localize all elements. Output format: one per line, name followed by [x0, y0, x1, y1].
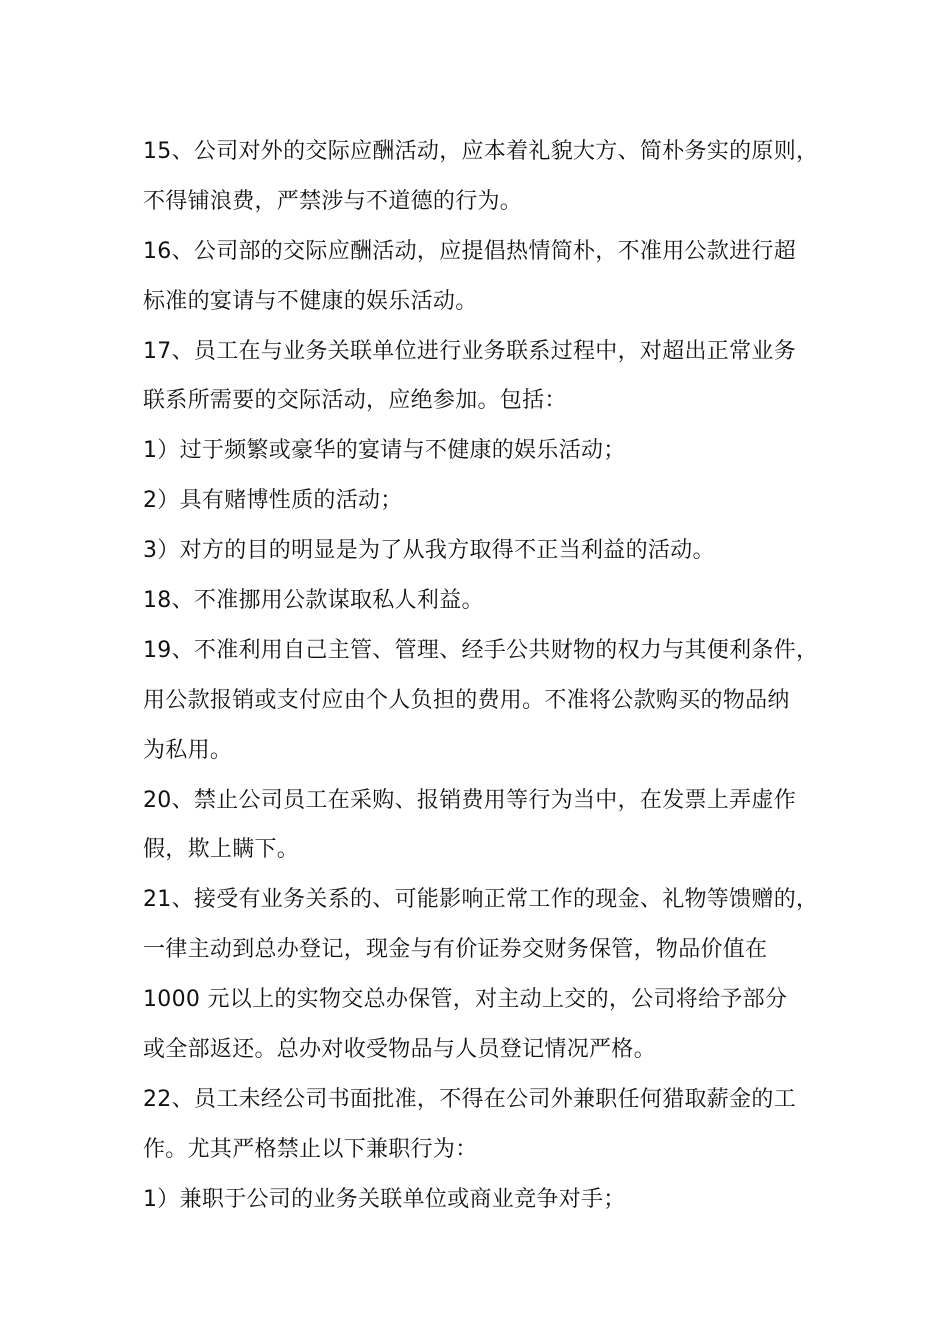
text-line-6: 联系所需要的交际活动，应绝参加。包括： — [143, 388, 567, 414]
text-line-4: 标准的宴请与不健康的娱乐活动。 — [143, 288, 478, 314]
text-line-3: 16、公司部的交际应酬活动，应提倡热情简朴，不准用公款进行超 — [143, 238, 796, 264]
text-line-19: 或全部返还。总办对收受物品与人员登记情况严格。 — [143, 1037, 656, 1063]
document-body — [143, 127, 833, 1225]
text-line-7: 1）过于频繁或豪华的宴请与不健康的娱乐活动； — [143, 438, 626, 464]
text-line-17: 一律主动到总办登记，现金与有价证券交财务保管，物品价值在 — [143, 937, 768, 963]
text-line-20: 22、员工未经公司书面批准，不得在公司外兼职任何猎取薪金的工 — [143, 1086, 796, 1112]
text-line-5: 17、员工在与业务关联单位进行业务联系过程中，对超出正常业务 — [143, 338, 796, 364]
text-line-13: 为私用。 — [143, 737, 233, 763]
text-line-1: 15、公司对外的交际应酬活动，应本着礼貌大方、简朴务实的原则， — [143, 139, 819, 164]
text-line-15: 假，欺上瞒下。 — [143, 837, 300, 863]
text-line-21: 作。尤其严格禁止以下兼职行为： — [143, 1136, 478, 1162]
text-line-18: 1000 元以上的实物交总办保管，对主动上交的，公司将给予部分 — [143, 987, 788, 1013]
text-line-16: 21、接受有业务关系的、可能影响正常工作的现金、礼物等馈赠的， — [143, 887, 819, 913]
text-line-14: 20、禁止公司员工在采购、报销费用等行为当中，在发票上弄虚作 — [143, 787, 796, 813]
text-line-10: 18、不准挪用公款谋取私人利益。 — [143, 588, 484, 614]
text-line-22: 1）兼职于公司的业务关联单位或商业竞争对手； — [143, 1186, 626, 1212]
text-line-11: 19、不准利用自己主管、管理、经手公共财物的权力与其便利条件， — [143, 637, 819, 663]
text-line-12: 用公款报销或支付应由个人负担的费用。不准将公款购买的物品纳 — [143, 687, 790, 713]
text-line-8: 2）具有赌博性质的活动； — [143, 488, 403, 514]
text-line-2: 不得铺浪费，严禁涉与不道德的行为。 — [143, 188, 523, 214]
text-line-9: 3）对方的目的明显是为了从我方取得不正当利益的活动。 — [143, 538, 715, 564]
